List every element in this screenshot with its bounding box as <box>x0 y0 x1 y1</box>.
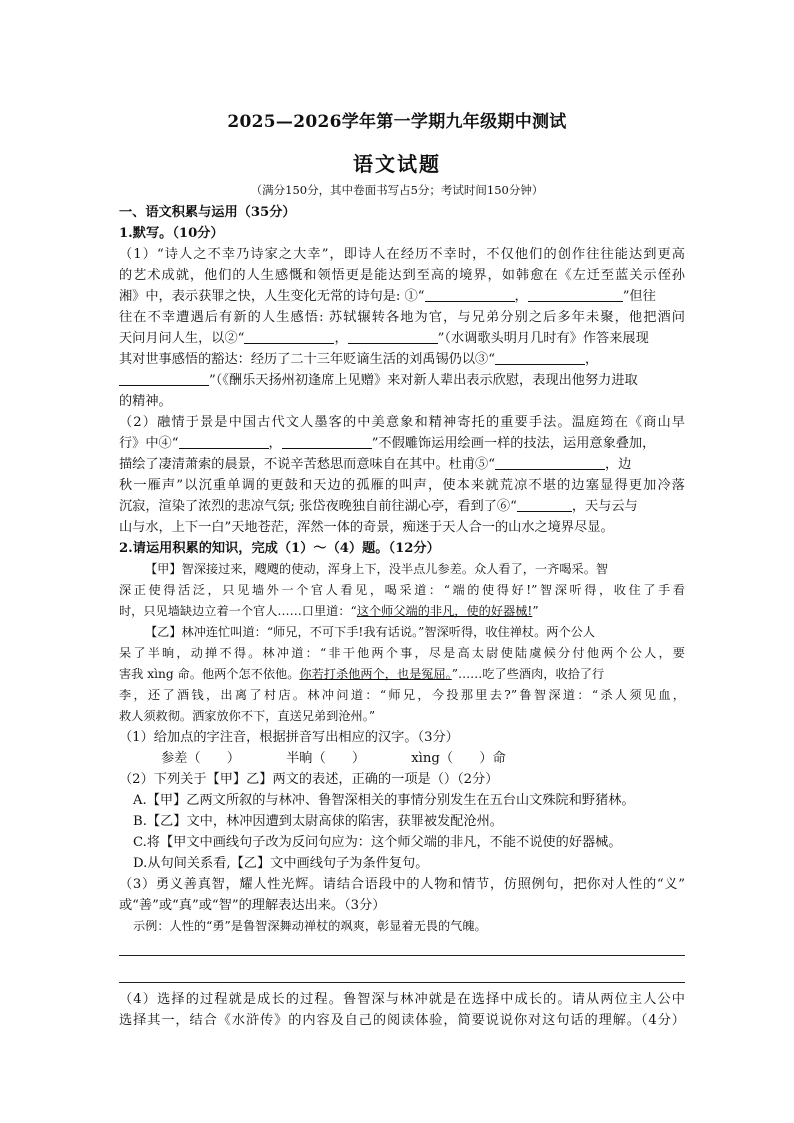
passage-line: 李，还了酒钱，出离了村店。林冲问道：“师兄，今投那里去?”鲁智深道：“杀人须见血， <box>119 688 685 702</box>
passage-line <box>119 664 685 685</box>
exam-note: （满分150分，其中卷面书写占5分；考试时间150分钟） <box>250 183 544 197</box>
answer-blank[interactable] <box>282 434 372 449</box>
question-2-label: 2.请运用积累的知识，完成（1）～（4）题。（12分） <box>119 541 440 556</box>
passage-text: 害我 xìng 命。他两个怎不依他。 <box>119 667 300 681</box>
section-heading: 一、语文积累与运用（35分） <box>119 205 296 220</box>
pinyin-item[interactable]: xìng（ ）命 <box>411 751 506 766</box>
pinyin-item[interactable]: 半晌（ ） <box>286 751 366 766</box>
answer-blank[interactable] <box>528 287 623 302</box>
q1-part2-line: 山与水，上下一白”天地苍茫，浑然一体的奇景，痴迷于天人合一的山水之境界尽显。 <box>119 520 614 535</box>
q1-part2-line <box>119 496 685 517</box>
option-c[interactable]: C.将【甲文中画线句子改为反问句应为：这个师父端的非凡，不能不说使的好器械。 <box>133 835 622 850</box>
answer-blank[interactable] <box>517 497 572 512</box>
q1-part2-text: 描绘了凄清萧索的晨景，不说辛苦愁思而意味自在其中。杜甫⑤“ <box>119 457 495 472</box>
answer-blank[interactable] <box>495 455 605 470</box>
answer-blank[interactable] <box>179 434 269 449</box>
q1-part1-line: 往在不幸遭遇后有新的人生感悟: 苏轼辗转各地为官，与兄弟分别之后多年未聚，他把酒问 <box>119 310 685 325</box>
q1-part1-line: 的精神。 <box>119 394 172 409</box>
passage-text: 时，只见墙缺边立着一个官人……口里道：“ <box>119 604 357 618</box>
q1-part2-line: 行》中④“ ， ”不假雕饰运用绘画一样的技法，运用意象叠加， <box>119 436 656 451</box>
q1-part1-line: 的艺术成就，他们的人生感慨和领悟更是能达到至高的境界，如韩愈在《左迁至蓝关示侄孙 <box>119 268 685 283</box>
question-1-label: 1.默写。（10分） <box>119 226 224 241</box>
answer-blank[interactable] <box>348 329 438 344</box>
option-a[interactable]: A.【甲】乙两文所叙的与林冲、鲁智深相关的事情分别发生在五台山文殊院和野猪林。 <box>133 793 635 808</box>
answer-line[interactable] <box>119 941 685 956</box>
passage-line: 救人须救彻。洒家放你不下，直送兄弟到沧州。” <box>119 709 376 723</box>
q1-part1-text: ”（《酬乐天扬州初逢席上见赠》来对新人辈出表示欣慰，表现出他努力进取 <box>209 373 638 388</box>
passage-line: 【甲】智深接过来，飕飕的使动，浑身上下，没半点儿参差。众人看了，一齐喝采。智 <box>145 562 609 576</box>
sub-question-2: （2）下列关于【甲】乙】两文的表述，正确的一项是（）（2分） <box>119 772 499 787</box>
q1-part1-line: 湘》中，表示获罪之快，人生变化无常的诗句是: ①“ ， ”但往 <box>119 289 656 304</box>
option-d[interactable]: D.从句间关系看,【乙】文中画线句子为条件复句。 <box>133 856 429 871</box>
exam-subtitle: 语文试题 <box>353 152 441 176</box>
underlined-sentence: 这个师父端的非凡，使的好器械! <box>356 604 533 618</box>
pinyin-item[interactable]: 参差（ ） <box>161 751 241 766</box>
passage-text: ”……吃了些酒肉，收拾了行 <box>451 667 605 681</box>
q1-part1-tail: ”（水调歌头明月几时有》作答来展现 <box>437 331 649 346</box>
answer-blank[interactable] <box>495 350 585 365</box>
q1-part1-text: 湘》中，表示获罪之快，人生变化无常的诗句是: ①“ <box>119 289 425 304</box>
passage-text: ” <box>532 604 539 618</box>
answer-line[interactable] <box>119 968 685 983</box>
q1-part1-text: 其对世事感悟的豁达：经历了二十三年贬谪生活的刘禹锡仍以③“ <box>119 352 495 367</box>
sub-question-4: 选择其一，结合《水浒传》的内容及自己的阅读体验，简要说说你对这句话的理解。（4分） <box>119 1013 685 1028</box>
example-sentence: 示例：人性的“勇”是鲁智深舞动禅杖的飒爽，彰显着无畏的气魄。 <box>133 919 487 933</box>
q1-part2-line: 秋一雁声”以沉重单调的更鼓和天边的孤雁的叫声，使本来就荒凉不堪的边塞显得更加冷落 <box>119 478 685 493</box>
passage-line: 深正使得活泛，只见墙外一个官人看见，喝采道：“端的使得好!”智深听得，收住了手看 <box>119 583 685 597</box>
q1-part1-line: （1）“诗人之不幸乃诗家之大幸”，即诗人在经历不幸时，不仅他们的创作往往能达到更高 <box>119 247 685 262</box>
passage-line: 【乙】林冲连忙叫道：“师兄，不可下手!我有话说。”智深听得，收住禅杖。两个公人 <box>145 625 596 639</box>
q1-part2-tail: ，天与云与 <box>571 499 638 514</box>
answer-blank[interactable] <box>244 329 334 344</box>
sub-question-3: （3）勇义善真智，耀人性光辉。请结合语段中的人物和情节，仿照例句，把你对人性的“义” <box>119 877 685 892</box>
exam-title: 2025—2026学年第一学期九年级期中测试 <box>227 112 567 132</box>
sub-question-1: （1）给加点的字注音，根据拼音写出相应的汉字。（3分） <box>119 730 459 745</box>
passage-line: 呆了半晌，动掸不得。林冲道：“非干他两个事，尽是高太尉使陆虞候分付他两个公人，要 <box>119 646 685 660</box>
underlined-sentence: 你若打杀他两个，也是冤屈。 <box>299 667 452 681</box>
pinyin-items <box>119 748 685 769</box>
option-b[interactable]: B.【乙】文中，林冲因遭到太尉高俅的陷害，获罪被发配沧州。 <box>133 814 503 829</box>
passage-jia <box>119 559 685 727</box>
q1-part2-tail: ”不假雕饰运用绘画一样的技法，运用意象叠加， <box>371 436 656 451</box>
sub-question-3: 或“善”或“真”或“智”的理解表达出来。（3分） <box>119 898 386 913</box>
q1-part2-tail: ，边 <box>605 457 632 472</box>
q1-part1-line: 其对世事感悟的豁达：经历了二十三年贬谪生活的刘禹锡仍以③“ ， <box>119 352 599 367</box>
answer-blank[interactable] <box>119 371 209 386</box>
q1-part1-line: 天问月问人生，以②“ ， ”（水调歌头明月几时有》作答来展现 <box>119 331 649 346</box>
q1-part2-line <box>119 454 685 475</box>
q1-part1-text: 天问月问人生，以②“ <box>119 331 245 346</box>
passage-line <box>119 601 685 622</box>
answer-blank[interactable] <box>425 287 515 302</box>
q1-part1-line <box>119 370 685 391</box>
q1-part2-line: （2）融情于景是中国古代文人墨客的中美意象和精神寄托的重要手法。温庭筠在《商山早 <box>119 415 685 430</box>
sub-question-4: （4）选择的过程就是成长的过程。鲁智深与林冲就是在选择中成长的。请从两位主人公中 <box>119 992 685 1007</box>
q1-part2-text: 沉寂，渲染了浓烈的悲凉气氛; 张岱夜晚独自前往湖心亭，看到了⑥“ <box>119 499 517 514</box>
q1-part2-text: 行》中④“ <box>119 436 179 451</box>
q1-part1-tail: ”但往 <box>622 289 656 304</box>
exam-content <box>119 202 685 1031</box>
